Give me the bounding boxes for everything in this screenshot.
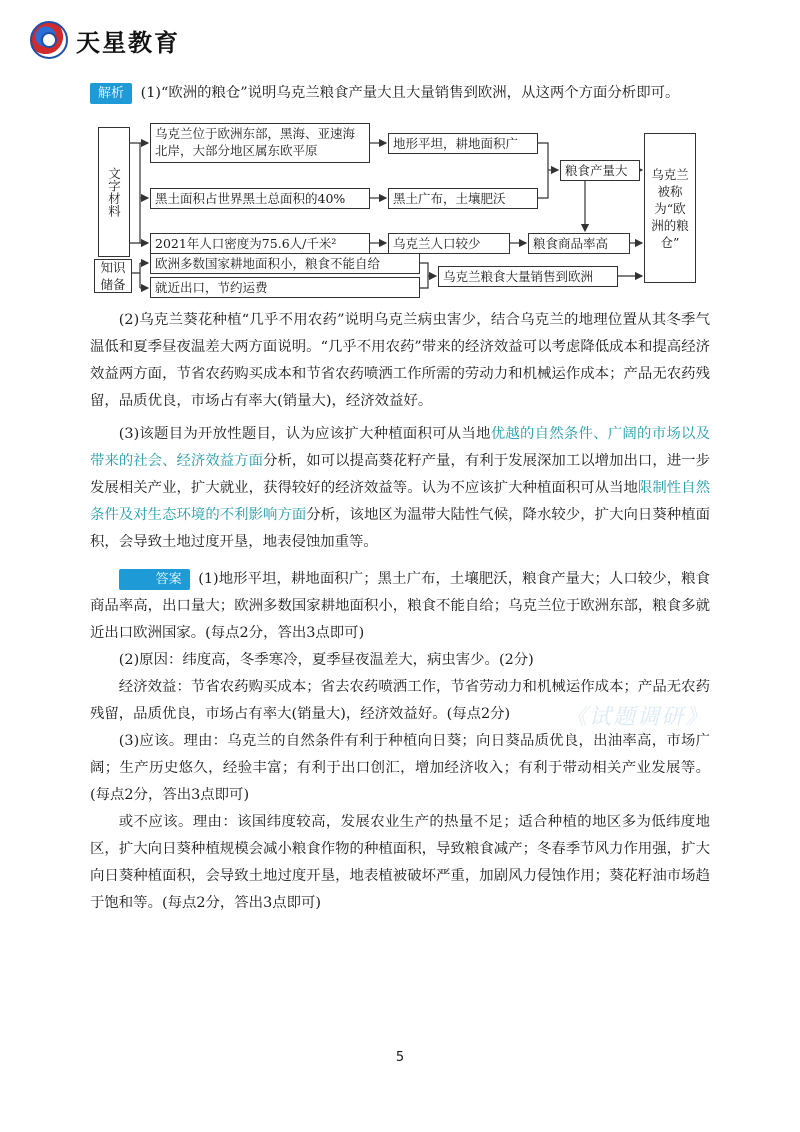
analysis-tag: 解析 [90, 83, 132, 104]
answer-1-text: (1)地形平坦，耕地面积广；黑土广布，土壤肥沃，粮食产量大；人口较少，粮食商品率高，出口量大；欧洲多数国家耕地面积小，粮食不能自给；乌克兰位于欧洲东部，粮食多就近出口欧洲国家。(每点2分，答出3点即可) [90, 571, 710, 641]
answer-3: (3)应该。理由：乌克兰的自然条件有利于种植向日葵；向日葵品质优良，出油率高，市场广阔；生产历史悠久，经验丰富；有利于出口创汇，增加经济收入；有利于带动相关产业发展等。(每点2分，答出3点即可) [90, 733, 710, 803]
final-conclusion: 乌克兰被称为“欧洲的粮仓” [644, 133, 696, 283]
material-location: 乌克兰位于欧洲东部，黑海、亚速海北岸，大部分地区属东欧平原 [150, 123, 370, 163]
page-number: 5 [395, 1050, 405, 1065]
analysis-p3-part2: 分析，如可以提高葵花籽产量，有利于发展深加工以增加出口，进一步发展相关产业，扩大就业，获得较好的经济效益等。认为不应该扩大种植面积可从当地 [90, 453, 710, 496]
answer-2: (2)原因：纬度高，冬季寒冷，夏季昼夜温差大，病虫害少。(2分) [118, 652, 534, 668]
analysis-diagram [90, 113, 710, 293]
knowledge-export: 就近出口，节约运费 [150, 277, 420, 298]
brand-logo [30, 22, 180, 58]
analysis-p3-part1: (3)该题目为开放性题目，认为应该扩大种植面积可从当地 [118, 426, 491, 442]
answer-tag: 答案 [119, 569, 190, 590]
logo-text: 天星教育 [76, 27, 180, 57]
answer-2b: 经济效益：节省农药购买成本；省去农药喷洒工作，节省劳动力和机械运作成本；产品无农药残留，品质优良，市场占有率大(销量大)，经济效益好。(每点2分) [90, 679, 710, 722]
analysis-p1 [90, 80, 710, 107]
document-body [90, 80, 710, 917]
knowledge-farmland: 欧洲多数国家耕地面积小，粮食不能自给 [150, 253, 420, 274]
result-commodity-rate: 粮食商品率高 [528, 233, 630, 254]
reason-population: 乌克兰人口较少 [388, 233, 510, 254]
result-export-europe: 乌克兰粮食大量销售到欧洲 [438, 266, 618, 287]
analysis-p3-highlight1: 优越的自然条件、广阔的市场以及带来的社会、经济效益方面 [90, 426, 710, 469]
label-knowledge: 知识储备 [94, 259, 132, 293]
label-text-materials: 文字材料 [98, 127, 130, 257]
analysis-p2: (2)乌克兰葵花种植“几乎不用农药”说明乌克兰病虫害少，结合乌克兰的地理位置从其冬季气温低和夏季昼夜温差大两方面说明。“几乎不用农药”带来的经济效益可以考虑降低成本和提高经济效益两方面，节省农药购买成本和节省农药喷洒工作所需的劳动力和机械运作成本；产品无农药残留，品质优良，市场占有率大(销量大)，经济效益好。 [90, 312, 710, 409]
analysis-p3 [90, 421, 710, 556]
reason-soil: 黑土广布，土壤肥沃 [388, 188, 538, 209]
watermark: 《试题调研》 [565, 705, 710, 730]
material-population: 2021年人口密度为75.6人/千米² [150, 233, 370, 254]
analysis-p3-highlight2: 限制性自然条件及对生态环境的不利影响方面 [90, 480, 710, 523]
answer-1 [90, 566, 710, 647]
material-black-soil: 黑土面积占世界黑土总面积的40% [150, 188, 370, 209]
analysis-p1-text: (1)“欧洲的粮仓”说明乌克兰粮食产量大且大量销售到欧洲，从这两个方面分析即可。 [140, 85, 680, 101]
analysis-p3-part3: 分析，该地区为温带大陆性气候，降水较少，扩大向日葵种植面积，会导致土地过度开垦，地表侵蚀加重等。 [90, 507, 710, 550]
logo-emblem-icon [30, 21, 68, 59]
answer-section [90, 566, 710, 917]
result-grain-output: 粮食产量大 [560, 160, 640, 181]
answer-3b: 或不应该。理由：该国纬度较高，发展农业生产的热量不足；适合种植的地区多为低纬度地区，扩大向日葵种植规模会减小粮食作物的种植面积，导致粮食减产；冬春季节风力作用强，扩大向日葵种植面积，会导致土地过度开垦，地表植被破坏严重，加剧风力侵蚀作用；葵花籽油市场趋于饱和等。(每点2分，答出3点即可) [90, 814, 710, 911]
reason-terrain: 地形平坦，耕地面积广 [388, 133, 538, 154]
